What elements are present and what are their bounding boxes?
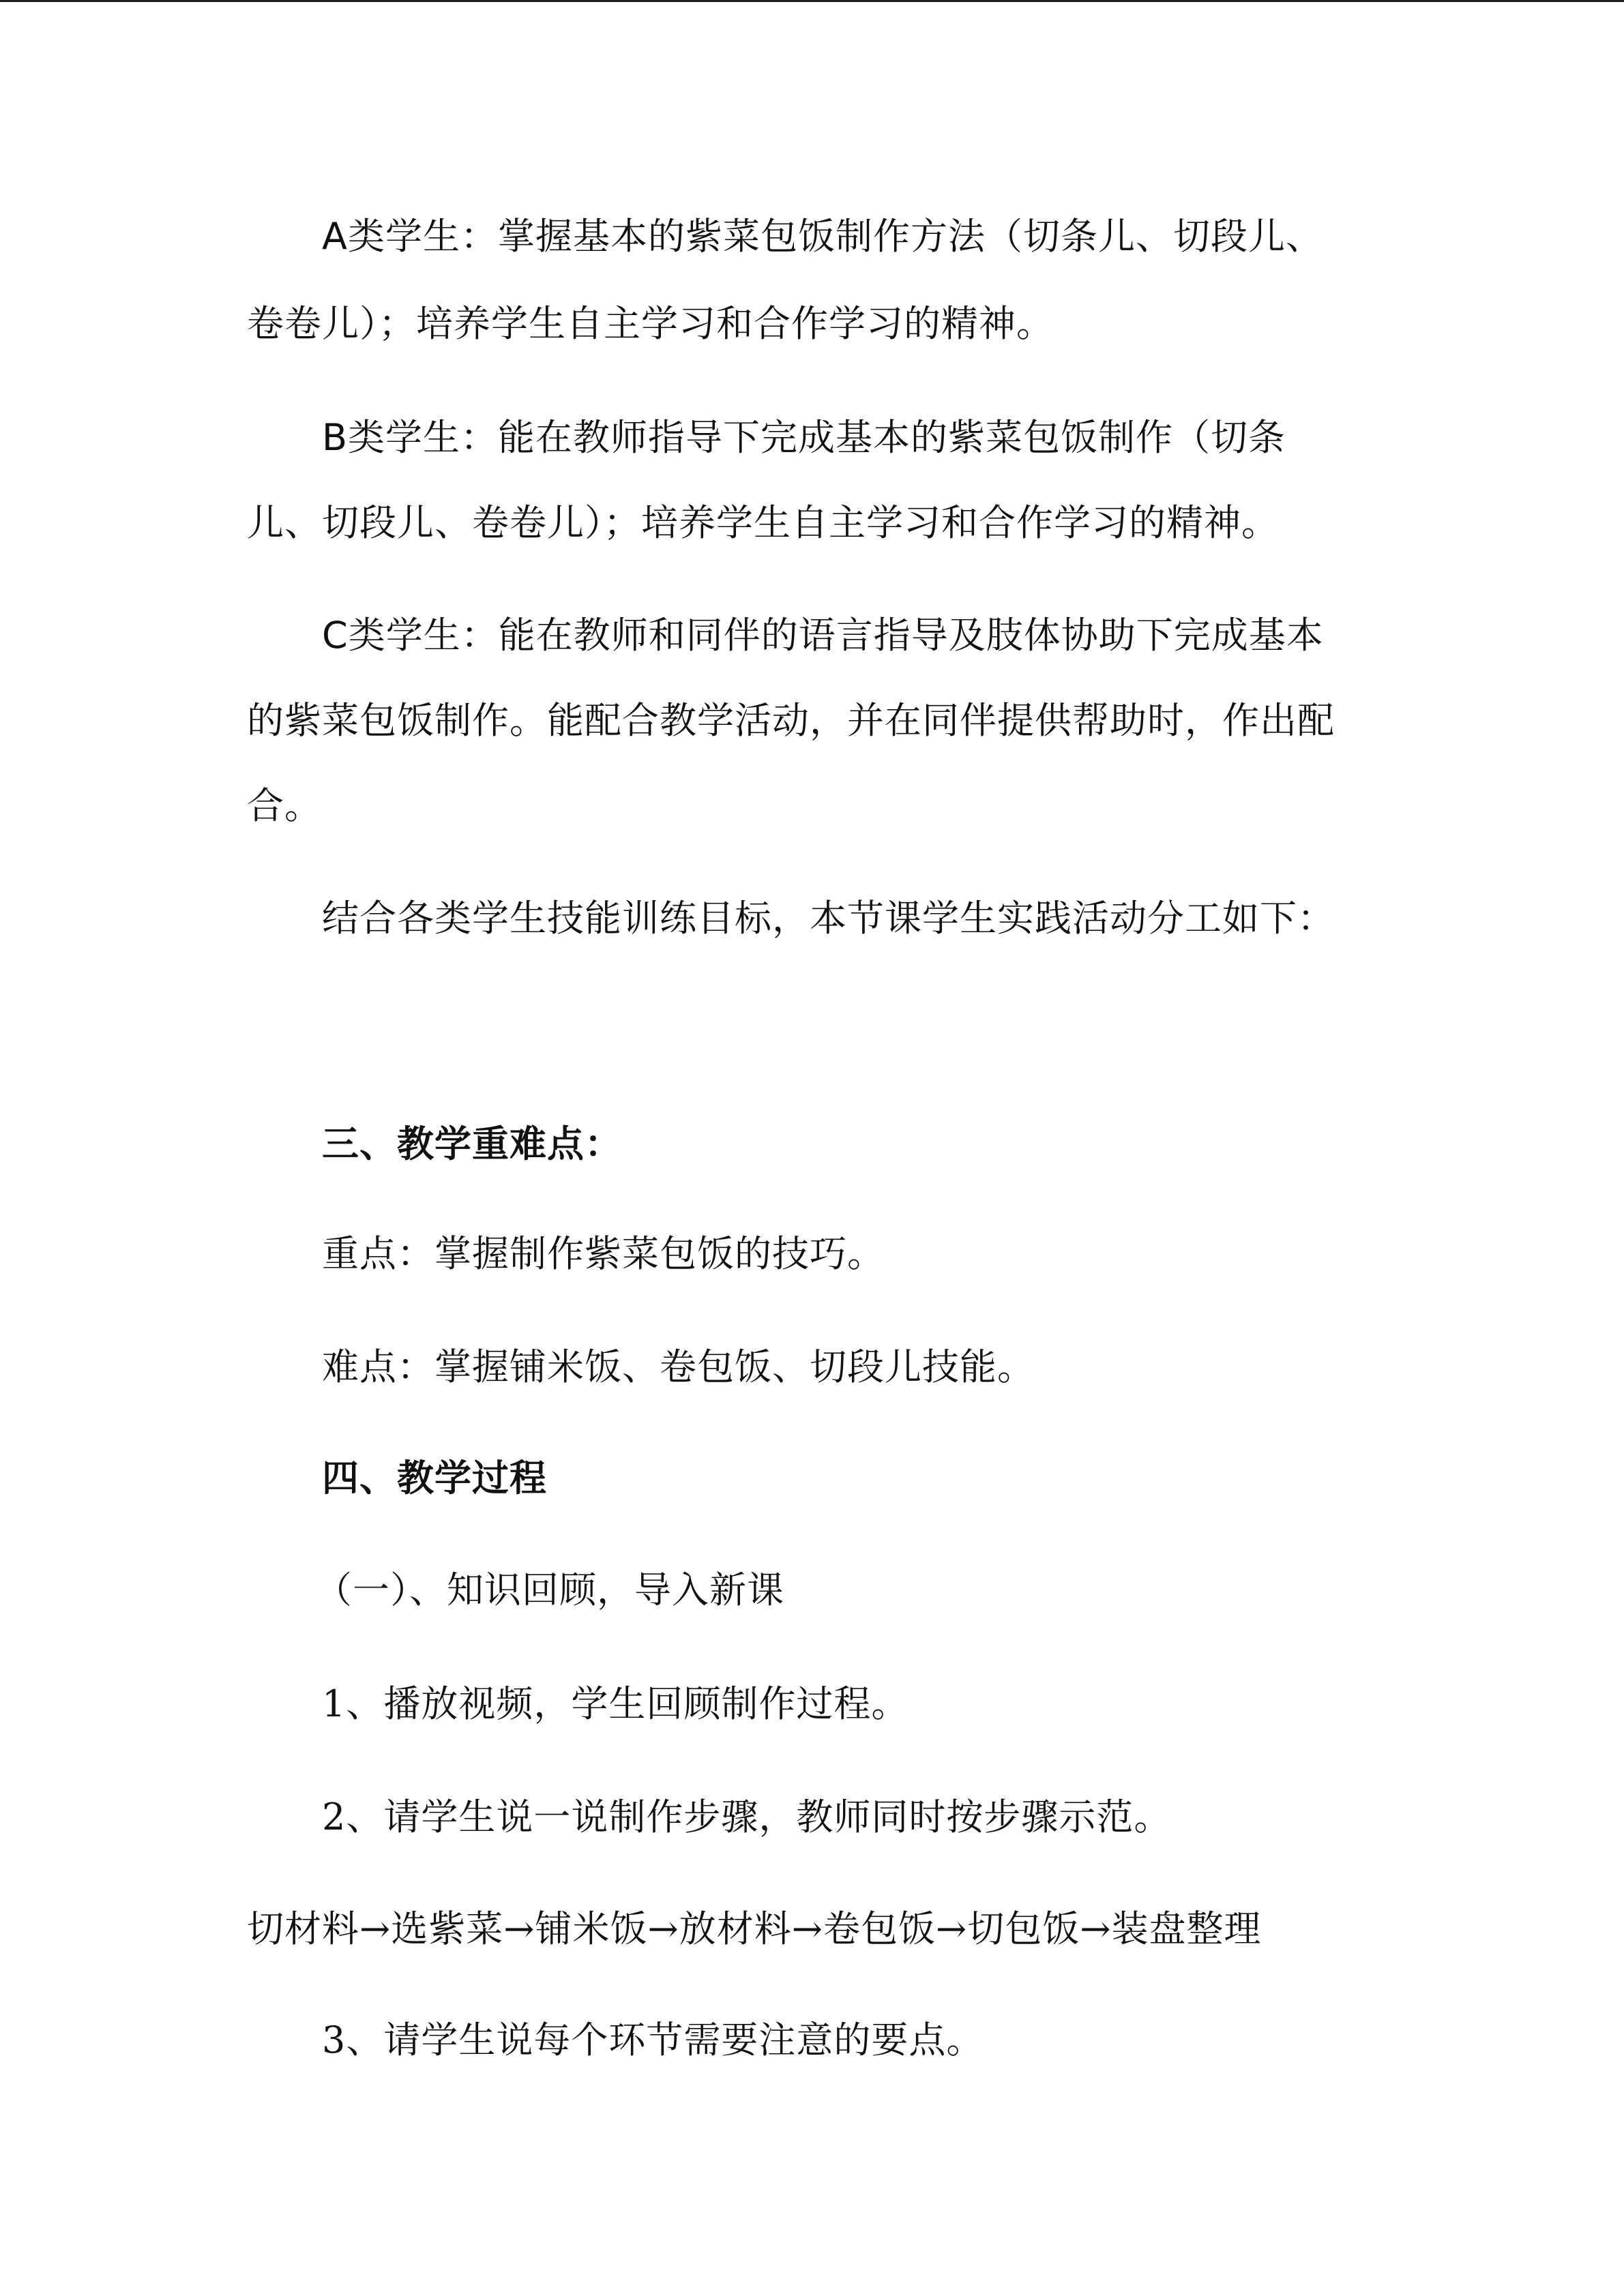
para-b-line-2: 儿、切段儿、卷卷儿）；培养学生自主学习和合作学习的精神。 bbox=[247, 501, 1279, 544]
section-3-heading: 三、教学重难点： bbox=[322, 1122, 622, 1165]
section-4-heading: 四、教学过程 bbox=[322, 1456, 547, 1500]
para-a-line-2: 卷卷儿）；培养学生自主学习和合作学习的精神。 bbox=[247, 302, 1054, 345]
para-c-line-1 bbox=[322, 614, 1324, 657]
step-3: 3、请学生说每个环节需要注意的要点。 bbox=[322, 2018, 984, 2061]
step-1: 1、播放视频，学生回顾制作过程。 bbox=[322, 1682, 909, 1725]
step-2: 2、请学生说一说制作步骤，教师同时按步骤示范。 bbox=[322, 1795, 1172, 1838]
para-a-line-1 bbox=[322, 215, 1323, 258]
para-c-line-2: 的紫菜包饭制作。能配合教学活动，并在同伴提供帮助时，作出配 bbox=[247, 699, 1335, 742]
para-b-label: B bbox=[322, 416, 349, 459]
para-c-line-3: 合。 bbox=[247, 784, 322, 827]
para-a-label: A bbox=[322, 215, 348, 258]
para-c-text-1: 类学生：能在教师和同伴的语言指导及肢体协助下完成基本 bbox=[348, 614, 1324, 657]
process-flow: 切材料→选紫菜→铺米饭→放材料→卷包饭→切包饭→装盘整理 bbox=[247, 1907, 1262, 1950]
para-b-text-1: 类学生：能在教师指导下完成基本的紫菜包饭制作（切条 bbox=[348, 416, 1286, 459]
key-point: 重点：掌握制作紫菜包饭的技巧。 bbox=[322, 1232, 885, 1275]
difficult-point: 难点：掌握铺米饭、卷包饭、切段儿技能。 bbox=[322, 1345, 1035, 1388]
summary-paragraph: 结合各类学生技能训练目标，本节课学生实践活动分工如下： bbox=[322, 897, 1335, 940]
subsection-1-heading: （一）、知识回顾，导入新课 bbox=[315, 1568, 784, 1611]
para-a-text-1: 类学生：掌握基本的紫菜包饭制作方法（切条儿、切段儿、 bbox=[347, 215, 1323, 258]
para-c-label: C bbox=[322, 614, 349, 657]
para-b-line-1 bbox=[322, 416, 1286, 459]
